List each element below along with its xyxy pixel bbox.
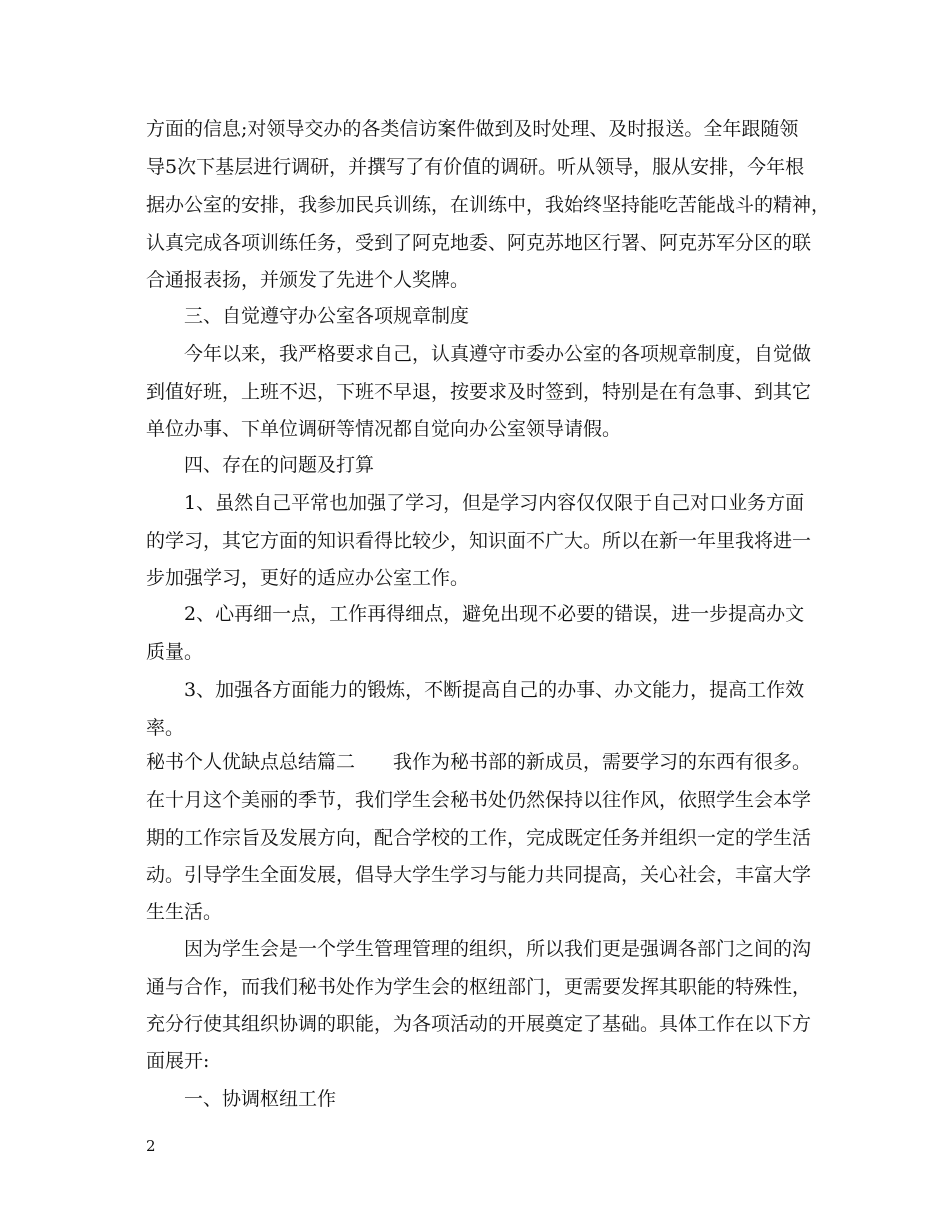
body-text-line: 1、虽然自己平常也加强了学习，但是学习内容仅仅限于自己对口业务方面 <box>184 492 805 514</box>
section-heading: 四、存在的问题及打算 <box>184 454 375 476</box>
body-text-line: 方面的信息;对领导交办的各类信访案件做到及时处理、及时报送。全年跟随领 <box>146 118 799 140</box>
body-text-line: 导5次下基层进行调研，并撰写了有价值的调研。听从领导，服从安排，今年根 <box>146 156 805 178</box>
body-text-line: 在十月这个美丽的季节，我们学生会秘书处仍然保持以往作风，依照学生会本学 <box>146 789 812 811</box>
section-heading: 三、自觉遵守办公室各项规章制度 <box>184 305 470 327</box>
body-text-line: 面展开: <box>146 1050 210 1072</box>
body-text-line: 3、加强各方面能力的锻炼，不断提高自己的办事、办文能力，提高工作效 <box>184 679 805 701</box>
body-text-line: 单位办事、下单位调研等情况都自觉向办公室领导请假。 <box>146 418 622 440</box>
page-number: 2 <box>146 1137 156 1155</box>
body-text-line: 因为学生会是一个学生管理管理的组织，所以我们更是强调各部门之间的沟 <box>184 938 812 960</box>
section-heading: 一、协调枢纽工作 <box>184 1088 337 1110</box>
body-text-line: 据办公室的安排，我参加民兵训练，在训练中，我始终坚持能吃苦能战斗的精神， <box>146 194 831 216</box>
body-text-line: 生生活。 <box>146 901 223 923</box>
body-text-line: 期的工作宗旨及发展方向，配合学校的工作，完成既定任务并组织一定的学生活 <box>146 827 812 849</box>
body-text-line: 认真完成各项训练任务，受到了阿克地委、阿克苏地区行署、阿克苏军分区的联 <box>146 232 812 254</box>
body-text-line: 到值好班，上班不迟，下班不早退，按要求及时签到，特别是在有急事、到其它 <box>146 381 812 403</box>
body-text-line: 合通报表扬，并颁发了先进个人奖牌。 <box>146 269 470 291</box>
body-text-line: 的学习，其它方面的知识看得比较少，知识面不广大。所以在新一年里我将进一 <box>146 530 812 552</box>
body-text-line: 今年以来，我严格要求自己，认真遵守市委办公室的各项规章制度，自觉做 <box>184 343 812 365</box>
body-text-line: 质量。 <box>146 641 204 663</box>
body-text-line: 通与合作，而我们秘书处作为学生会的枢纽部门，更需要发挥其职能的特殊性， <box>146 976 812 998</box>
body-text-line: 率。 <box>146 717 185 739</box>
body-text-line: 动。引导学生全面发展，倡导大学生学习与能力共同提高，关心社会，丰富大学 <box>146 864 812 886</box>
body-text-line: 步加强学习，更好的适应办公室工作。 <box>146 567 470 589</box>
body-text-line: 2、心再细一点，工作再得细点，避免出现不必要的错误，进一步提高办文 <box>184 603 805 625</box>
body-text-line: 充分行使其组织协调的职能，为各项活动的开展奠定了基础。具体工作在以下方 <box>146 1013 812 1035</box>
body-text-line: 秘书个人优缺点总结篇二 我作为秘书部的新成员，需要学习的东西有很多。 <box>146 751 812 773</box>
